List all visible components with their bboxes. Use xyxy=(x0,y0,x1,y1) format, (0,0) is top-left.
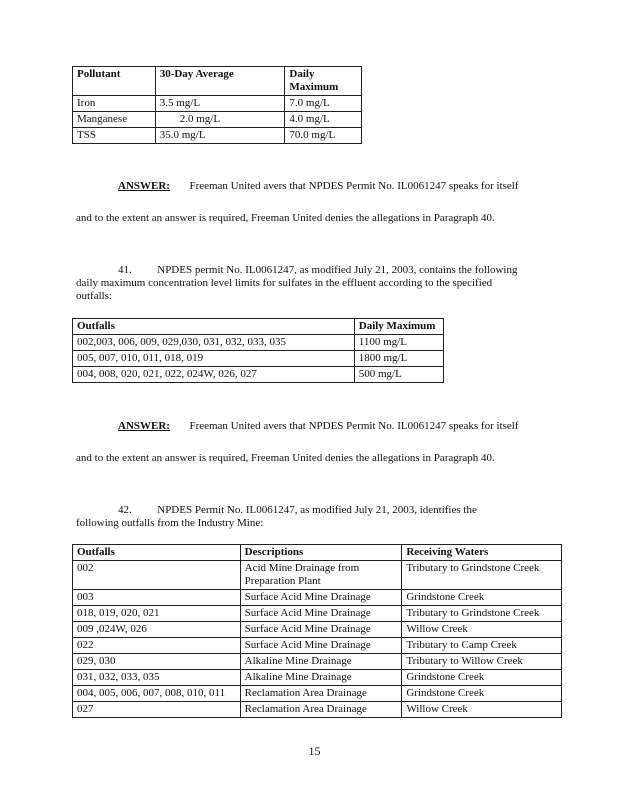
table-cell: 003 xyxy=(73,590,241,606)
table-cell: Iron xyxy=(73,96,156,112)
table-cell: 4.0 mg/L xyxy=(285,112,362,128)
table-cell: Alkaline Mine Drainage xyxy=(240,670,402,686)
answer-text: Freeman United avers that NPDES Permit No. IL0061247 speaks for itself xyxy=(189,180,519,192)
table-cell: Tributary to Willow Creek xyxy=(402,654,562,670)
table-cell: 2.0 mg/L xyxy=(155,112,285,128)
column-header: 30-Day Average xyxy=(155,67,285,96)
table-cell: Grindstone Creek xyxy=(402,670,562,686)
table-cell: 7.0 mg/L xyxy=(285,96,362,112)
table-row xyxy=(73,622,562,638)
column-header xyxy=(285,67,362,96)
table-cell: 004, 008, 020, 021, 022, 024W, 026, 027 xyxy=(73,367,355,383)
paragraph-text: NPDES permit No. IL0061247, as modified July 21, 2003, contains the following xyxy=(157,264,518,276)
table-cell: Surface Acid Mine Drainage xyxy=(240,622,402,638)
header-text: Daily Maximum xyxy=(358,320,436,332)
answer-label: ANSWER: xyxy=(118,180,170,192)
table-cell: Reclamation Area Drainage xyxy=(240,702,402,718)
outfalls-table xyxy=(72,544,562,718)
table-row xyxy=(73,654,562,670)
table-cell: 027 xyxy=(73,702,241,718)
table-header-row xyxy=(73,545,562,561)
answer-text: Freeman United avers that NPDES Permit No. IL0061247 speaks for itself xyxy=(189,420,519,432)
table-cell: Tributary to Camp Creek xyxy=(402,638,562,654)
table-cell: Surface Acid Mine Drainage xyxy=(240,590,402,606)
table-cell: Willow Creek xyxy=(402,702,562,718)
table-row xyxy=(73,590,562,606)
table-cell: 35.0 mg/L xyxy=(155,128,285,144)
sulfate-limits-table xyxy=(72,318,444,383)
header-text: Outfalls xyxy=(77,320,115,332)
column-header xyxy=(73,319,355,335)
table-cell: 002,003, 006, 009, 029,030, 031, 032, 033, 035 xyxy=(73,335,355,351)
table-cell: 500 mg/L xyxy=(354,367,443,383)
table-cell: 005, 007, 010, 011, 018, 019 xyxy=(73,351,355,367)
table-cell: 009 ,024W, 026 xyxy=(73,622,241,638)
answer-paragraph xyxy=(118,180,578,193)
table-row xyxy=(73,112,362,128)
table-cell: 018, 019, 020, 021 xyxy=(73,606,241,622)
table-cell: Willow Creek xyxy=(402,622,562,638)
table-cell: 70.0 mg/L xyxy=(285,128,362,144)
paragraph-text-line: daily maximum concentration level limits for sulfates in the effluent according to the specified xyxy=(76,277,493,289)
table-row xyxy=(73,96,362,112)
paragraph-text-line: outfalls: xyxy=(76,290,113,302)
table-cell: 002 xyxy=(73,561,241,590)
table-row xyxy=(73,670,562,686)
table-cell: Grindstone Creek xyxy=(402,590,562,606)
paragraph-41 xyxy=(118,264,578,277)
table-cell: Tributary to Grindstone Creek xyxy=(402,606,562,622)
table-row xyxy=(73,351,444,367)
column-header: Outfalls xyxy=(73,545,241,561)
table-cell: 1800 mg/L xyxy=(354,351,443,367)
answer-paragraph xyxy=(118,420,578,433)
answer-paragraph-continued: and to the extent an answer is required, Freeman United denies the allegations in Paragraph 40. xyxy=(76,452,495,464)
header-text: Daily Maximum xyxy=(289,68,339,93)
table-cell: Surface Acid Mine Drainage xyxy=(240,638,402,654)
table-cell: TSS xyxy=(73,128,156,144)
table-header-row xyxy=(73,319,444,335)
table-cell: 3.5 mg/L xyxy=(155,96,285,112)
column-header: Receiving Waters xyxy=(402,545,562,561)
table-cell: Tributary to Grindstone Creek xyxy=(402,561,562,590)
table-cell: Alkaline Mine Drainage xyxy=(240,654,402,670)
paragraph-number: 41. xyxy=(118,264,132,276)
table-cell: Surface Acid Mine Drainage xyxy=(240,606,402,622)
table-cell: Reclamation Area Drainage xyxy=(240,686,402,702)
column-header: Pollutant xyxy=(73,67,156,96)
page-number: 15 xyxy=(308,744,321,758)
answer-paragraph-continued: and to the extent an answer is required, Freeman United denies the allegations in Paragraph 40. xyxy=(76,212,495,224)
table-row xyxy=(73,128,362,144)
table-cell: 031, 032, 033, 035 xyxy=(73,670,241,686)
column-header xyxy=(354,319,443,335)
paragraph-42 xyxy=(118,504,578,517)
table-row xyxy=(73,686,562,702)
table-row xyxy=(73,702,562,718)
limits-table xyxy=(72,66,362,144)
table-cell: 029, 030 xyxy=(73,654,241,670)
table-header-row xyxy=(73,67,362,96)
table-cell: 022 xyxy=(73,638,241,654)
table-row xyxy=(73,638,562,654)
paragraph-text-line: following outfalls from the Industry Mine: xyxy=(76,517,264,529)
answer-label: ANSWER: xyxy=(118,420,170,432)
table-cell: Acid Mine Drainage from Preparation Plant xyxy=(240,561,402,590)
table-cell: Grindstone Creek xyxy=(402,686,562,702)
table-row xyxy=(73,606,562,622)
table-cell: 004, 005, 006, 007, 008, 010, 011 xyxy=(73,686,241,702)
table-row xyxy=(73,367,444,383)
table-cell: 1100 mg/L xyxy=(354,335,443,351)
paragraph-text: NPDES Permit No. IL0061247, as modified July 21, 2003, identifies the xyxy=(157,504,477,516)
paragraph-number: 42. xyxy=(118,504,132,516)
column-header: Descriptions xyxy=(240,545,402,561)
table-row xyxy=(73,561,562,590)
table-cell: Manganese xyxy=(73,112,156,128)
table-row xyxy=(73,335,444,351)
